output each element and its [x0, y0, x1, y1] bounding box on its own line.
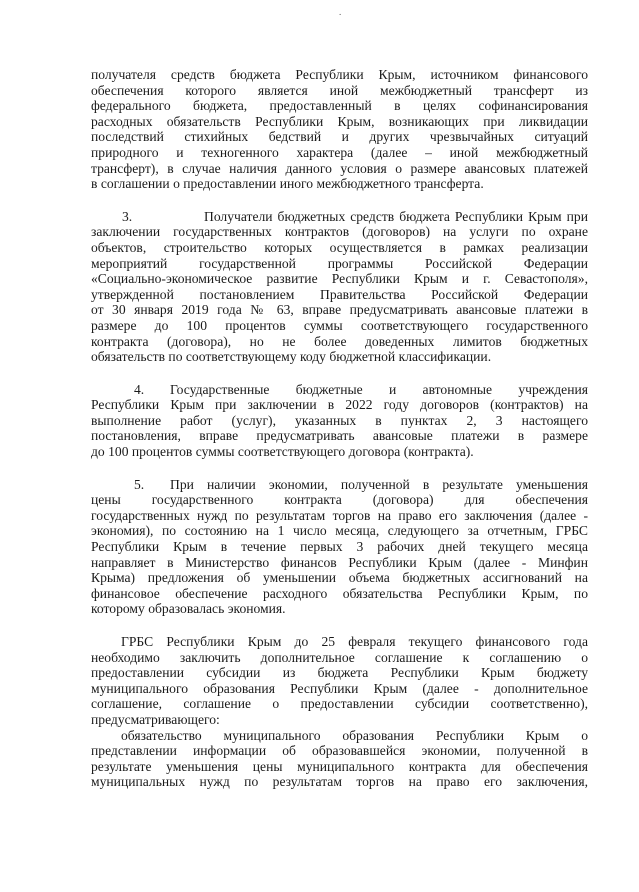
text-line: контракта (договора), но не более доведенных лимитов бюджетных — [91, 333, 588, 349]
text-line: последствий стихийных бедствий и других чрезвычайных ситуаций — [91, 129, 588, 145]
text-line: Республики Крым в течение первых 3 рабочих дней текущего месяца — [91, 539, 588, 555]
text-fragment: Получатели бюджетных средств бюджета Республики Крым при — [204, 208, 588, 224]
paragraph-item-5 — [91, 477, 588, 617]
text-line: предусматривающего: — [91, 711, 220, 727]
paragraph-grbs — [91, 634, 588, 728]
paragraph-item-3 — [91, 209, 588, 365]
text-line: утвержденной постановлением Правительства Российской Федерации — [91, 286, 588, 302]
text-line — [91, 209, 588, 225]
text-line: которому образовалась экономия. — [91, 601, 286, 617]
text-line: «Социально-экономическое развитие Республики Крым и г. Севастополя», — [91, 271, 588, 287]
text-line: выполнение работ (услуг), указанных в пунктах 2, 3 настоящего — [91, 412, 588, 428]
text-line: Республики Крым при заключении в 2022 году договоров (контрактов) на — [91, 397, 588, 413]
text-line: до 100 процентов суммы соответствующего договора (контракта). — [91, 444, 474, 460]
text-line: обязательств по соответствующему коду бюджетной классификации. — [91, 349, 492, 365]
text-line: муниципального образования Республики Крым (далее - дополнительное — [91, 680, 588, 696]
paragraph-obligation — [91, 728, 588, 790]
text-fragment: Государственные бюджетные и автономные учреждения — [170, 381, 588, 397]
text-line: Крыма) предложения об уменьшении объема бюджетных ассигнований на — [91, 570, 588, 586]
text-line: от 30 января 2019 года № 63, вправе предусматривать авансовые платежи в — [91, 302, 588, 318]
top-mark: . — [339, 7, 342, 17]
text-line: ГРБС Республики Крым до 25 февраля текущего финансового года — [121, 634, 588, 649]
paragraph-continuation — [91, 67, 588, 192]
text-line: федерального бюджета, предоставленный в целях софинансирования — [91, 98, 588, 114]
text-line — [91, 477, 588, 493]
text-line: размере до 100 процентов суммы соответствующего государственного — [91, 317, 588, 333]
item-number: 4. — [134, 381, 145, 397]
text-line: обеспечения которого является иной межбюджетный трансферт из — [91, 82, 588, 98]
text-fragment: При наличии экономии, полученной в результате уменьшения — [170, 476, 588, 492]
text-line: получателя средств бюджета Республики Крым, источником финансового — [91, 67, 588, 82]
document-body — [91, 67, 588, 790]
text-line: предоставлении субсидии из бюджета Республики Крым бюджету — [91, 665, 588, 681]
text-line — [91, 382, 588, 398]
text-line: представлении информации об образовавшейся экономии, полученной в — [91, 743, 588, 759]
text-line: цены государственного контракта (договора) для обеспечения — [91, 492, 588, 508]
text-line: постановления, вправе предусматривать авансовые платежи в размере — [91, 428, 588, 444]
item-number: 5. — [134, 476, 145, 492]
text-line: мероприятий государственной программы Российской Федерации — [91, 255, 588, 271]
text-line: соглашение, соглашение о предоставлении субсидии соответственно), — [91, 696, 588, 712]
text-line: результате уменьшения цены муниципального контракта для обеспечения — [91, 758, 588, 774]
text-line: расходных обязательств Республики Крым, возникающих при ликвидации — [91, 113, 588, 129]
text-line: государственных нужд по результатам торгов на право его заключения (далее - — [91, 507, 588, 523]
text-line: экономия), по состоянию на 1 число месяца, следующего за отчетным, ГРБС — [91, 523, 588, 539]
text-line: трансферт), в случае наличия данного условия о размере авансовых платежей — [91, 160, 588, 176]
paragraph-item-4 — [91, 382, 588, 460]
text-line: необходимо заключить дополнительное соглашение к соглашению о — [91, 649, 588, 665]
text-line: заключении государственных контрактов (договоров) на услуги по охране — [91, 224, 588, 240]
item-number: 3. — [122, 208, 133, 224]
text-line: обязательство муниципального образования Республики Крым о — [121, 727, 588, 743]
text-line: направляет в Министерство финансов Республики Крым (далее - Минфин — [91, 554, 588, 570]
text-line: муниципальных нужд по результатам торгов на право его заключения, — [91, 774, 588, 790]
text-line: природного и техногенного характера (далее – иной межбюджетный — [91, 144, 588, 160]
text-line: объектов, строительство которых осуществляется в рамках реализации — [91, 239, 588, 255]
text-line: финансовое обеспечение расходного обязательства Республики Крым, по — [91, 585, 588, 601]
text-line: в соглашении о предоставлении иного межбюджетного трансферта. — [91, 176, 484, 192]
